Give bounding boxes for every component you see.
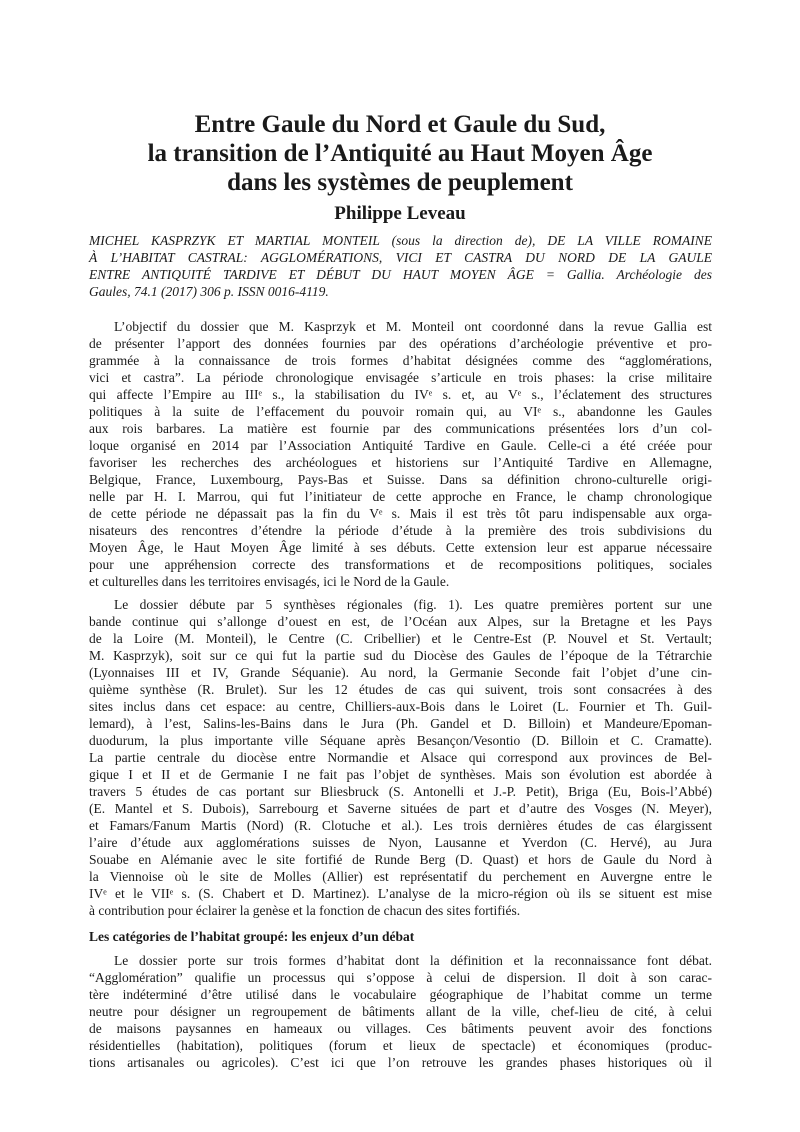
text-line: à contribution pour éclairer la genèse et la fonction de chacun des sites fortifiés. <box>89 903 521 918</box>
text-line: Belgique, France, Luxembourg, Pays-Bas et Suisse. Dans sa définition chrono-culturelle origi- <box>89 472 712 487</box>
text-line: Souabe en Alémanie avec le site fortifié de Runde Berg (D. Quast) et hors de Gaule du Nord à <box>89 852 712 867</box>
text-line: de maisons paysannes en hameaux ou villages. Ces bâtiments peuvent avoir des fonctions <box>89 1021 712 1036</box>
text-line: nisateurs des rencontres d’étendre la période d’étude à la première des trois subdivisions du <box>89 523 712 538</box>
text-line: bande continue qui s’allonge d’ouest en est, de l’Océan aux Alpes, sur la Bretagne et les Pays <box>89 614 712 629</box>
title-line: dans les systèmes de peuplement <box>227 169 573 196</box>
text-line: politiques à la suite de l’effacement du pouvoir romain qui, au VIᵉ s., abandonne les Gaules <box>89 404 712 419</box>
text-line: vici et castra”. La période chronologique envisagée s’articule en trois phases: la crise militaire <box>89 370 712 385</box>
article-title <box>0 110 800 197</box>
text-line: qui affecte l’Empire au IIIᵉ s., la stabilisation du IVᵉ s. et, au Vᵉ s., l’éclatement des structures <box>89 387 712 402</box>
section-heading: Les catégories de l’habitat groupé: les enjeux d’un débat <box>89 929 415 944</box>
text-line: IVᵉ et le VIIᵉ s. (S. Chabert et D. Martinez). L’analyse de la micro-région où ils se situent est mise <box>89 886 712 901</box>
text-line: L’objectif du dossier que M. Kasprzyk et M. Monteil ont coordonné dans la revue Gallia est <box>114 319 712 334</box>
text-line: nelle par H. I. Marrou, qui fut l’initiateur de cette approche en France, le champ chronologique <box>89 489 712 504</box>
text-line: (Lyonnaises III et IV, Grande Séquanie). Au nord, la Germanie Seconde fait l’objet d’une cin- <box>89 665 712 680</box>
text-line: (E. Mantel et S. Dubois), Sarrebourg et Saverne situées de part et d’autre des Vosges (N. Meyer), <box>89 801 712 816</box>
text-line: pour une appréhension correcte des transformations et de recompositions politiques, sociales <box>89 557 712 572</box>
text-line: de cette période ne dépassait pas la fin du Vᵉ s. Mais il est très tôt paru indispensable aux orga- <box>89 506 712 521</box>
text-line: aux rois barbares. La matière est fournie par des communications présentées lors d’un col- <box>89 421 712 436</box>
text-line: neutre pour désigner un regroupement de bâtiments allant de la ville, chef-lieu de cité, à celui <box>89 1004 712 1019</box>
bibliographic-reference <box>89 232 712 300</box>
text-line: Le dossier débute par 5 synthèses régionales (fig. 1). Les quatre premières portent sur une <box>114 597 712 612</box>
text-line: gique I et II et de Germanie I ne fait pas l’objet de synthèses. Mais son évolution est abordée à <box>89 767 712 782</box>
author-name: Philippe Leveau <box>334 203 466 224</box>
text-line: favoriser les recherches des archéologues et historiens sur l’Antiquité Tardive en Allemagne, <box>89 455 712 470</box>
text-line: l’aire d’étude aux agglomérations suisses de Nyon, Lausanne et Yverdon (C. Hervé), au Jura <box>89 835 712 850</box>
text-line: Moyen Âge, le Haut Moyen Âge limité à ses débuts. Cette extension leur est apparue nécessaire <box>89 540 712 555</box>
text-line: tions artisanales ou agricoles). C’est ici que l’on retrouve les grandes phases historiques où il <box>89 1055 712 1070</box>
text-line: À L’HABITAT CASTRAL: AGGLOMÉRATIONS, VICI ET CASTRA DU NORD DE LA GAULE <box>89 250 712 265</box>
text-line: loque organisé en 2014 par l’Association Antiquité Tardive en Gaule. Celle-ci a été créée pour <box>89 438 712 453</box>
text-line: M. Kasprzyk), soit sur ce qui fut la partie sud du Diocèse des Gaules de l’époque de la Tétrarchie <box>89 648 712 663</box>
text-line: et Famars/Fanum Martis (Nord) (R. Clotuche et al.). Les trois dernières études de cas élargissent <box>89 818 712 833</box>
text-line: lemard), à l’est, Salins-les-Bains dans le Jura (Ph. Gandel et D. Billoin) et Mandeure/Epoman- <box>89 716 712 731</box>
text-line: de présenter l’apport des données fournies par des opérations d’archéologie préventive et pro- <box>89 336 712 351</box>
text-line: quième synthèse (R. Brulet). Sur les 12 études de cas qui suivent, trois sont consacrées à des <box>89 682 712 697</box>
text-line: et culturelles dans les territoires envisagés, ici le Nord de la Gaule. <box>89 574 450 589</box>
text-line: Gaules, 74.1 (2017) 306 p. ISSN 0016-4119. <box>89 284 329 299</box>
text-line: tère indéterminé d’être utilisé dans le vocabulaire géographique de l’habitat comme un terme <box>89 987 712 1002</box>
text-line: grammée à la connaissance de trois formes d’habitat désignées comme des “agglomérations, <box>89 353 712 368</box>
text-line: sites inclus dans cet espace: au centre, Chilliers-aux-Bois dans le Loiret (L. Fournier et Th. Guil- <box>89 699 712 714</box>
text-line: résidentielles (habitation), politiques (forum et lieux de spectacle) et économiques (produc- <box>89 1038 712 1053</box>
text-line: ENTRE ANTIQUITÉ TARDIVE ET DÉBUT DU HAUT MOYEN ÂGE = Gallia. Archéologie des <box>89 267 712 282</box>
text-line: MICHEL KASPRZYK ET MARTIAL MONTEIL (sous la direction de), DE LA VILLE ROMAINE <box>89 233 712 248</box>
paragraph-1 <box>89 318 712 590</box>
title-line: Entre Gaule du Nord et Gaule du Sud, <box>194 111 606 138</box>
paragraph-3 <box>89 952 712 1071</box>
title-line: la transition de l’Antiquité au Haut Moyen Âge <box>147 140 653 167</box>
text-line: Le dossier porte sur trois formes d’habitat dont la définition et la reconnaissance font débat. <box>114 953 712 968</box>
text-line: “Agglomération” qualifie un processus qui s’oppose à celui de dispersion. Il doit à son carac- <box>89 970 712 985</box>
text-line: de la Loire (M. Monteil), le Centre (C. Cribellier) et le Centre-Est (P. Nouvel et St. Vertault; <box>89 631 712 646</box>
text-line: La partie centrale du diocèse entre Normandie et Alsace qui correspond aux provinces de Bel- <box>89 750 712 765</box>
text-line: travers 5 études de cas portant sur Bliesbruck (S. Antonelli et J.-P. Petit), Briga (Eu, Bois-l’Abbé) <box>89 784 712 799</box>
text-line: la Viennoise où le site de Molles (Allier) est représentatif du perchement en Auvergne entre le <box>89 869 712 884</box>
text-line: duodurum, la plus importante ville Séquane après Besançon/Vesontio (D. Billoin et C. Cramatte). <box>89 733 712 748</box>
paragraph-2 <box>89 596 712 919</box>
